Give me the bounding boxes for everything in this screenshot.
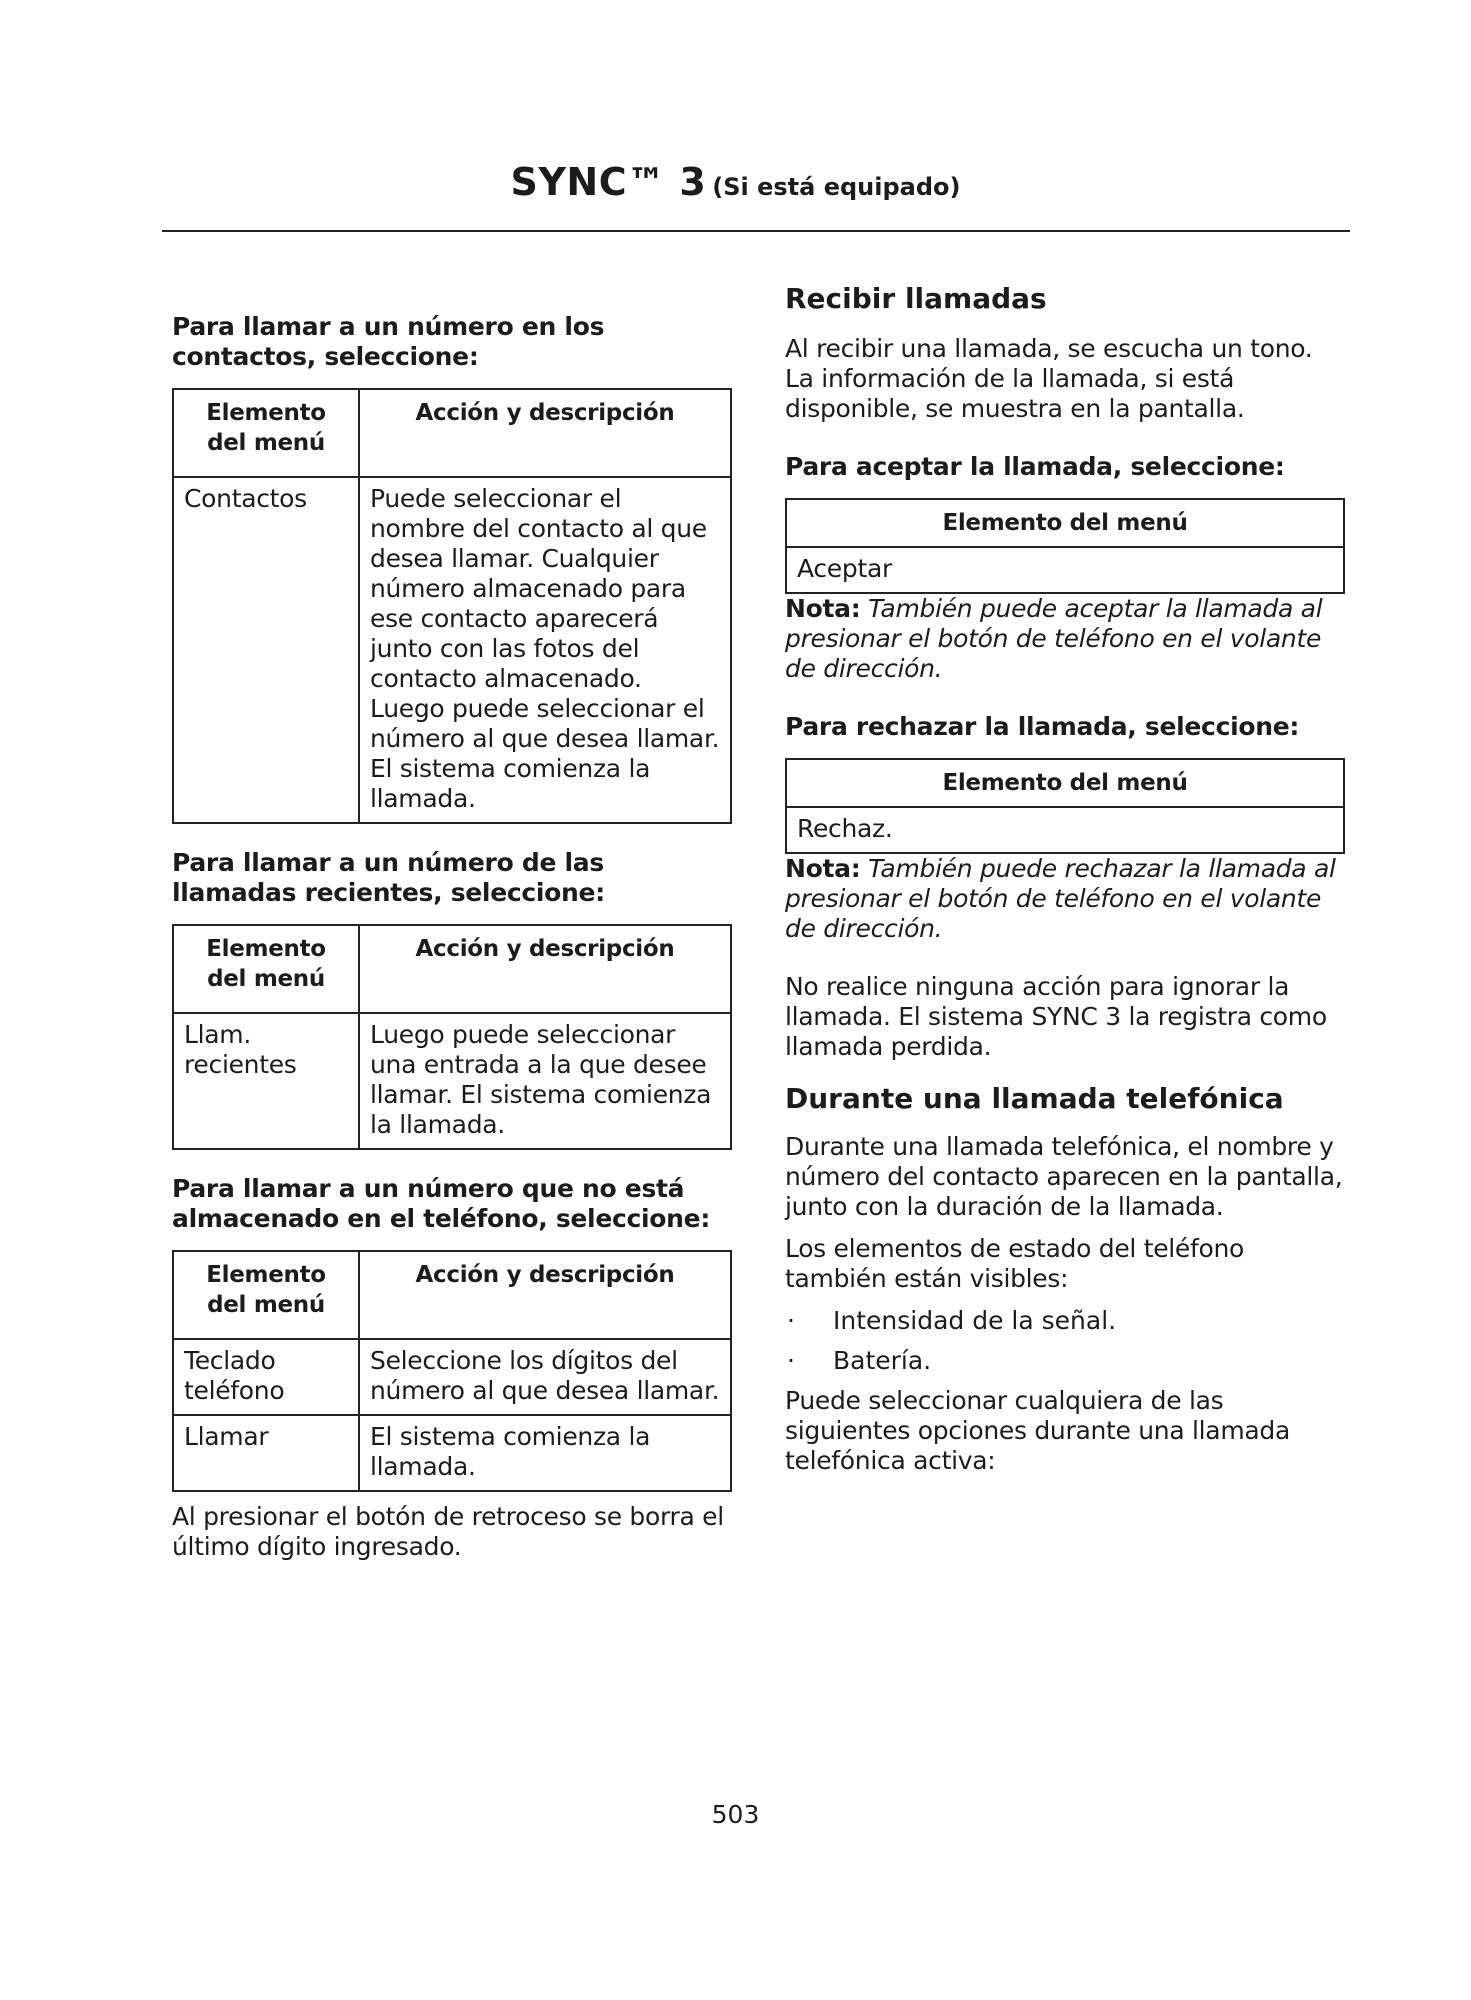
phone-status-list <box>785 1306 1345 1376</box>
dial-number-menu-table <box>172 1250 732 1492</box>
note-label: Nota: <box>785 594 861 623</box>
menu-item-cell: Teclado teléfono <box>173 1339 359 1415</box>
description-cell: Puede seleccionar el nombre del contacto al que desea llamar. Cualquier número almacenado para ese contacto aparecerá junto con las fotos del contacto almacenado. Luego puede seleccionar el número al que desea llamar. El sistema comienza la llamada. <box>359 477 731 823</box>
section-title-receive-calls: Recibir llamadas <box>785 282 1047 315</box>
page-title: SYNC™ 3 <box>510 160 707 204</box>
section-heading-contacts: Para llamar a un número en los contactos, seleccione: <box>172 312 605 371</box>
page-header <box>0 160 1471 204</box>
accept-note <box>785 594 1345 684</box>
contacts-menu-table <box>172 388 732 824</box>
description-cell: Seleccione los dígitos del número al que desea llamar. <box>359 1339 731 1415</box>
list-item-text: Intensidad de la señal. <box>833 1306 1117 1335</box>
section-title-during-call: Durante una llamada telefónica <box>785 1082 1284 1115</box>
page-subtitle: (Si está equipado) <box>712 173 961 201</box>
table-row <box>786 547 1344 593</box>
column-header-action: Acción y descripción <box>359 1251 731 1339</box>
column-header-action: Acción y descripción <box>359 925 731 1013</box>
table-header-row <box>173 1251 731 1339</box>
table-header-row <box>786 759 1344 807</box>
section-heading-dial-number: Para llamar a un número que no está almacenado en el teléfono, seleccione: <box>172 1174 711 1233</box>
menu-item-reject[interactable]: Rechaz. <box>786 807 1344 853</box>
column-header-item: Elemento del menú <box>173 389 359 477</box>
table-row <box>173 1013 731 1149</box>
left-column <box>172 312 732 1562</box>
list-item <box>785 1306 1345 1336</box>
table-row <box>173 1339 731 1415</box>
section-heading-reject: Para rechazar la llamada, seleccione: <box>785 712 1300 741</box>
during-call-p3: Puede seleccionar cualquiera de las siguientes opciones durante una llamada telefónica activa: <box>785 1386 1290 1475</box>
column-header-action: Acción y descripción <box>359 389 731 477</box>
bullet-icon: · <box>787 1306 795 1335</box>
right-column <box>785 282 1345 1476</box>
table-row <box>786 807 1344 853</box>
accept-menu-table <box>785 498 1345 594</box>
column-header-item: Elemento del menú <box>786 759 1344 807</box>
ignore-call-text: No realice ninguna acción para ignorar la llamada. El sistema SYNC 3 la registra como llamada perdida. <box>785 972 1327 1061</box>
list-item <box>785 1346 1345 1376</box>
note-label: Nota: <box>785 854 861 883</box>
reject-menu-table <box>785 758 1345 854</box>
column-header-item: Elemento del menú <box>173 1251 359 1339</box>
during-call-p1: Durante una llamada telefónica, el nombre y número del contacto aparecen en la pantalla, junto con la duración de la llamada. <box>785 1132 1343 1221</box>
bullet-icon: · <box>787 1346 795 1375</box>
table-header-row <box>173 389 731 477</box>
menu-item-accept[interactable]: Aceptar <box>786 547 1344 593</box>
description-cell: El sistema comienza la llamada. <box>359 1415 731 1491</box>
section-heading-recent-calls: Para llamar a un número de las llamadas recientes, seleccione: <box>172 848 605 907</box>
menu-item-cell: Contactos <box>173 477 359 823</box>
menu-item-cell: Llamar <box>173 1415 359 1491</box>
table-row <box>173 1415 731 1491</box>
note-text: También puede aceptar la llamada al presionar el botón de teléfono en el volante de dirección. <box>785 594 1323 683</box>
table-header-row <box>173 925 731 1013</box>
backspace-note: Al presionar el botón de retroceso se borra el último dígito ingresado. <box>172 1502 724 1561</box>
note-text: También puede rechazar la llamada al presionar el botón de teléfono en el volante de dirección. <box>785 854 1336 943</box>
table-row <box>173 477 731 823</box>
menu-item-cell: Llam. recientes <box>173 1013 359 1149</box>
column-header-item: Elemento del menú <box>173 925 359 1013</box>
column-header-item: Elemento del menú <box>786 499 1344 547</box>
reject-note <box>785 854 1345 944</box>
receive-intro: Al recibir una llamada, se escucha un tono. La información de la llamada, si está disponible, se muestra en la pantalla. <box>785 334 1313 423</box>
recent-calls-menu-table <box>172 924 732 1150</box>
during-call-p2: Los elementos de estado del teléfono también están visibles: <box>785 1234 1245 1293</box>
description-cell: Luego puede seleccionar una entrada a la que desee llamar. El sistema comienza la llamada. <box>359 1013 731 1149</box>
page-number: 503 <box>711 1800 760 1829</box>
section-heading-accept: Para aceptar la llamada, seleccione: <box>785 452 1285 481</box>
header-divider <box>162 230 1350 232</box>
table-header-row <box>786 499 1344 547</box>
list-item-text: Batería. <box>833 1346 932 1375</box>
